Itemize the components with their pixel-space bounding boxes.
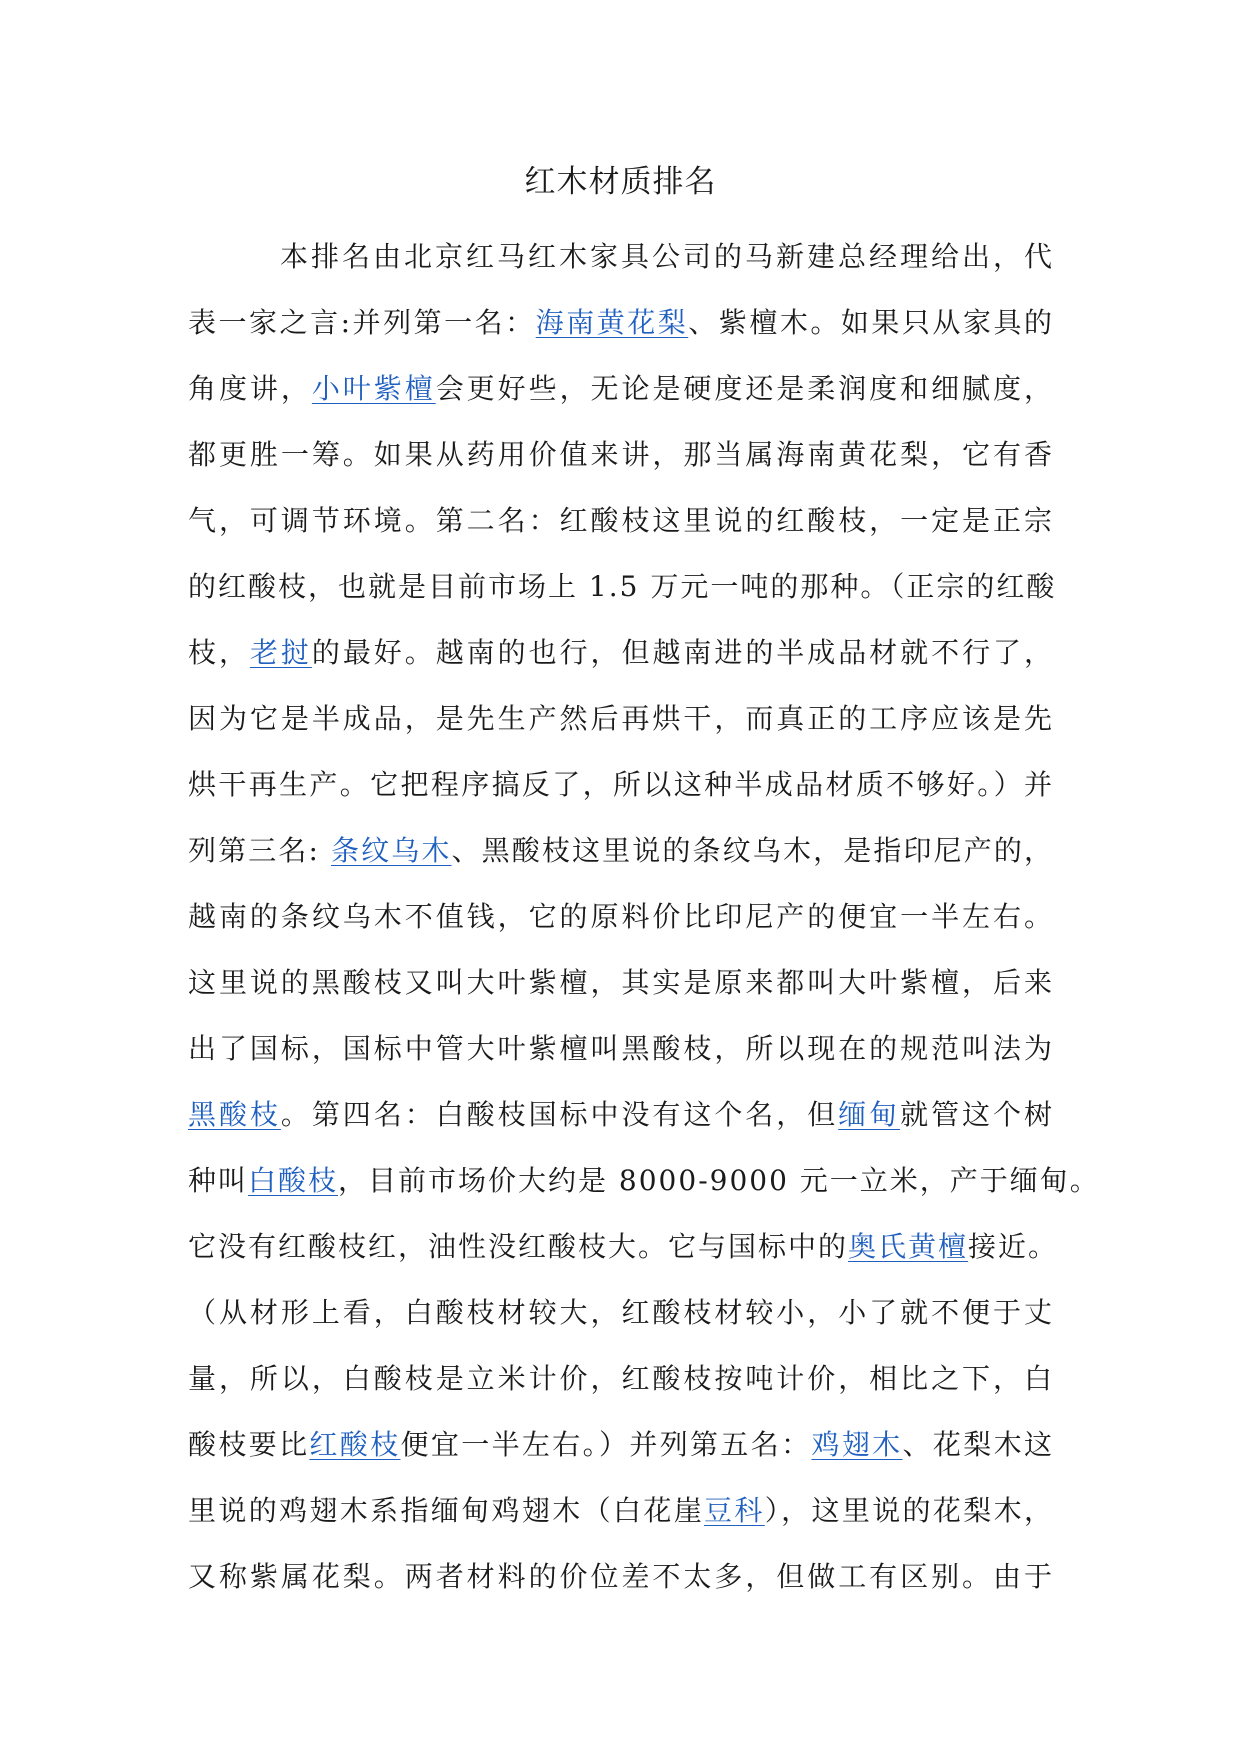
text-line [188,488,1054,554]
text-segment: ，目前市场价大约是 8000-9000 元一立米，产于缅甸。 [338,1164,1100,1197]
text-segment: 、黑酸枝这里说的条纹乌木，是指印尼产的， [451,834,1054,867]
link-douke[interactable]: 豆科 [704,1494,765,1527]
text-segment: 都更胜一筹。如果从药用价值来讲，那当属海南黄花梨，它有香 [188,438,1054,471]
body-paragraph [188,224,1100,1610]
text-segment: 接近。 [968,1230,1059,1263]
text-line [188,620,1054,686]
text-segment: 本排名由北京红马红木家具公司的马新建总经理给出，代 [280,240,1054,273]
text-line [188,1148,1100,1214]
text-line [188,1478,1054,1544]
text-segment: 种叫 [188,1164,249,1197]
text-segment: 气，可调节环境。第二名：红酸枝这里说的红酸枝，一定是正宗 [188,504,1054,537]
text-segment: 酸枝要比 [188,1428,310,1461]
text-segment: 会更好些，无论是硬度还是柔润度和细腻度， [435,372,1054,405]
text-line [188,752,1054,818]
text-segment: 便宜一半左右。）并列第五名： [400,1428,812,1461]
text-line [188,950,1054,1016]
text-line [188,224,1054,290]
text-segment: 因为它是半成品，是先生产然后再烘干，而真正的工序应该是先 [188,702,1054,735]
link-aoshi-huangtan[interactable]: 奥氏黄檀 [848,1230,969,1263]
text-segment: 枝， [188,636,250,669]
text-line [188,290,1054,356]
text-line [188,1016,1054,1082]
text-line [188,818,1054,884]
text-line [188,554,1057,620]
link-hong-suanzhi[interactable]: 红酸枝 [309,1428,401,1461]
text-segment: 又称紫属花梨。两者材料的价位差不太多，但做工有区别。由于 [188,1560,1054,1593]
link-tiaowen-wumu[interactable]: 条纹乌木 [330,834,452,867]
link-miandian[interactable]: 缅甸 [838,1098,901,1131]
text-segment: 越南的条纹乌木不值钱，它的原料价比印尼产的便宜一半左右。 [188,900,1054,933]
text-line [188,1214,1059,1280]
text-segment: 、花梨木这 [902,1428,1054,1461]
link-hei-suanzhi[interactable]: 黑酸枝 [188,1098,281,1131]
text-segment: 它没有红酸枝红，油性没红酸枝大。它与国标中的 [188,1230,849,1263]
text-segment: ），这里说的花梨木， [764,1494,1054,1527]
text-segment: 的最好。越南的也行，但越南进的半成品材就不行了， [311,636,1054,669]
text-segment: 的红酸枝，也就是目前市场上 1.5 万元一吨的那种。（正宗的红酸 [188,570,1057,603]
text-line [188,356,1054,422]
text-segment: 、紫檀木。如果只从家具的 [688,306,1054,339]
link-laowo[interactable]: 老挝 [249,636,312,669]
text-line [188,884,1054,950]
text-line [188,422,1054,488]
link-bai-suanzhi[interactable]: 白酸枝 [248,1164,339,1197]
text-segment: 就管这个树 [900,1098,1054,1131]
link-xiaoye-zitan[interactable]: 小叶紫檀 [311,372,436,405]
text-line [188,686,1054,752]
text-segment: 表一家之言:并列第一名： [188,306,536,339]
text-segment: 这里说的黑酸枝又叫大叶紫檀，其实是原来都叫大叶紫檀，后来 [188,966,1054,999]
text-line [188,1082,1054,1148]
text-segment: （从材形上看，白酸枝材较大，红酸枝材较小，小了就不便于丈 [188,1296,1054,1329]
text-line [188,1412,1054,1478]
text-line [188,1346,1054,1412]
text-segment: 出了国标，国标中管大叶紫檀叫黑酸枝，所以现在的规范叫法为 [188,1032,1054,1065]
link-hainan-huanghuali[interactable]: 海南黄花梨 [535,306,689,339]
text-segment: 里说的鸡翅木系指缅甸鸡翅木（白花崖 [188,1494,705,1527]
text-segment: 。第四名：白酸枝国标中没有这个名，但 [280,1098,839,1131]
text-line [188,1280,1054,1346]
link-jichimu[interactable]: 鸡翅木 [811,1428,903,1461]
text-segment: 列第三名: [188,834,331,867]
text-segment: 量，所以，白酸枝是立米计价，红酸枝按吨计价，相比之下，白 [188,1362,1054,1395]
text-segment: 角度讲， [188,372,312,405]
text-segment: 烘干再生产。它把程序搞反了，所以这种半成品材质不够好。）并 [188,768,1054,801]
page-title: 红木材质排名 [524,164,717,200]
text-line [188,1544,1054,1610]
